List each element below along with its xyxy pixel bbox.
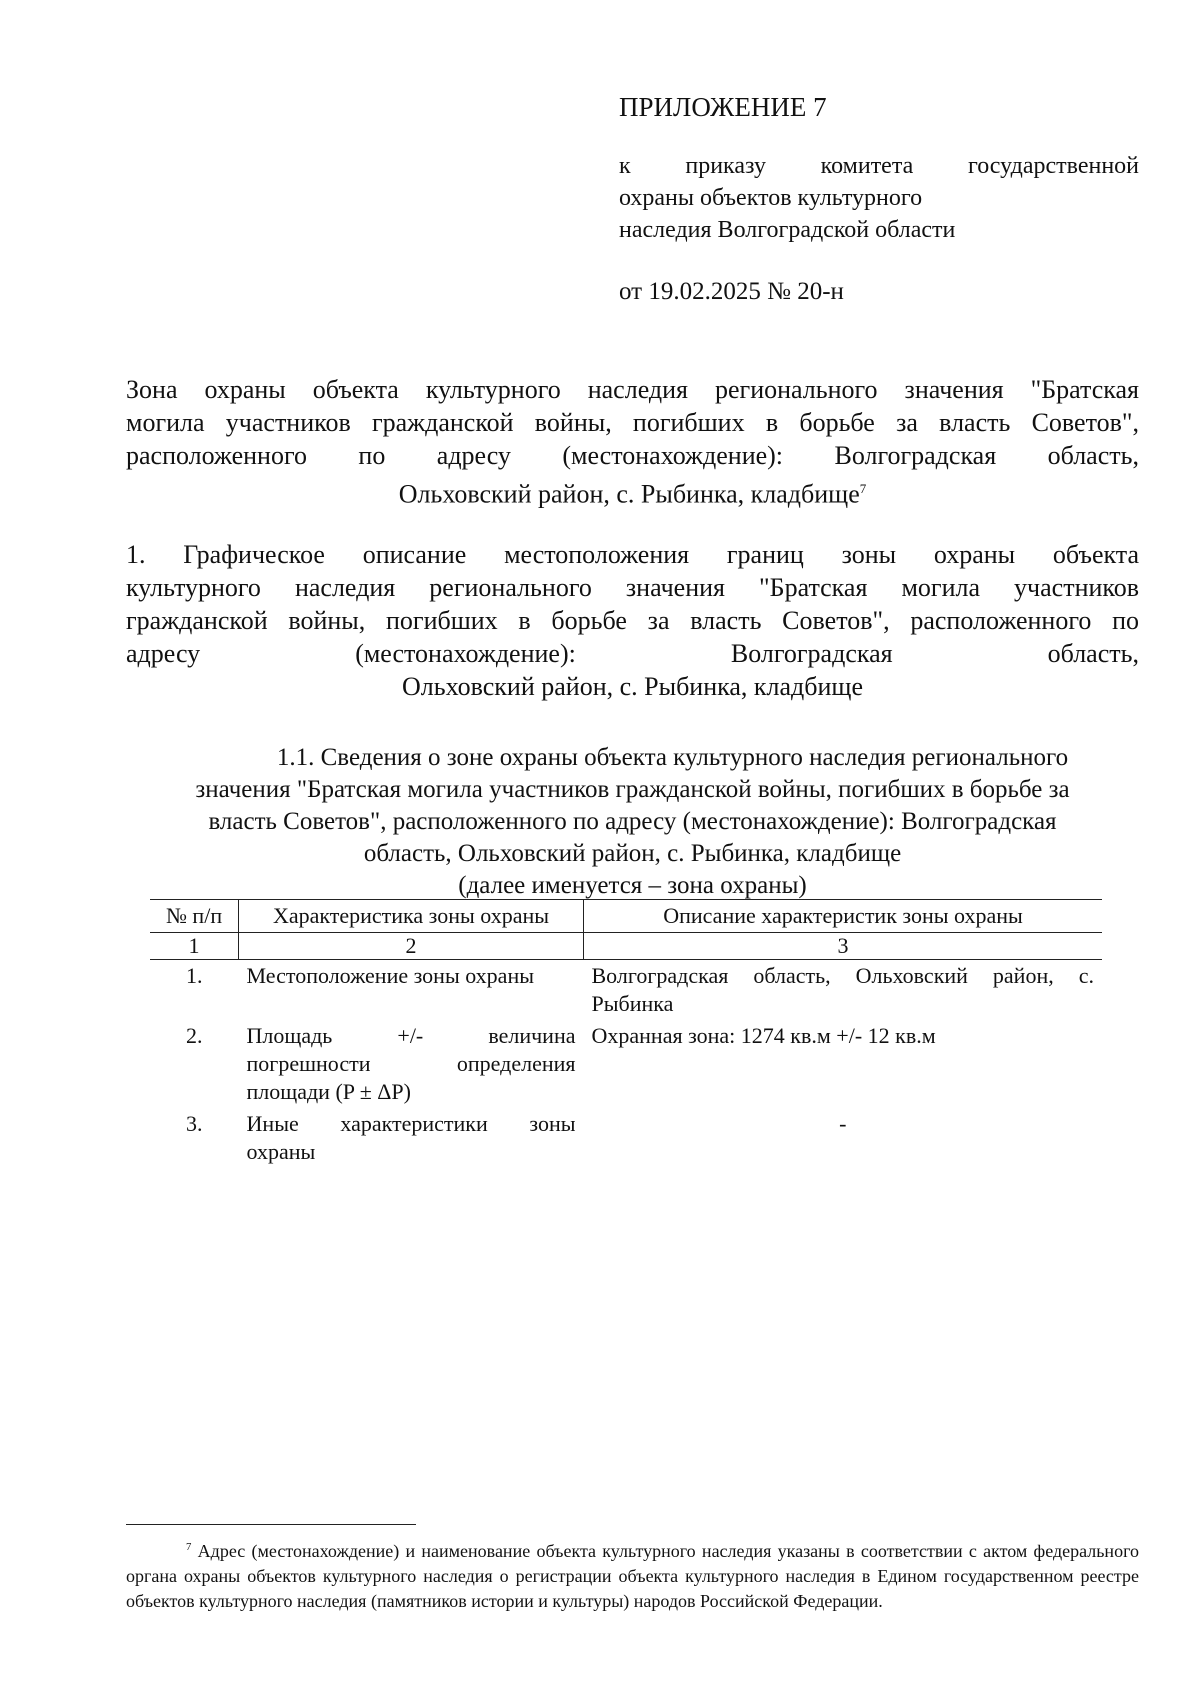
annex-reference-line1: к приказу комитета государственной xyxy=(619,153,1139,179)
row-description: - xyxy=(839,1111,847,1136)
annex-reference-line2: охраны объектов культурного xyxy=(619,185,923,211)
document-heading: Зона охраны объекта культурного наследия регионального значения "Братская могила участников гражданской войны, погибших в борьбе за власть Советов", расположенного по адресу (местонахождение): Волгоградская область, Ольховский район, с. Рыбинка, кладбище$^7$ xyxy=(126,375,1139,509)
subsection-1-1-title: 1.1. Сведения о зоне охраны объекта культурного наследия регионального значения "Братская могила участников гражданской войны, погибших в борьбе за власть Советов", расположенного по адресу (местонахождение): Волгоградская область, Ольховский район, с. Рыбинка, кладбище (далее именуется – зона охраны) xyxy=(195,744,1070,899)
row-number: 1. xyxy=(186,963,203,988)
header-description: Описание характеристик зоны охраны xyxy=(584,900,1103,933)
row-description: Охранная зона: 1274 кв.м +/- 12 кв.м xyxy=(591,1023,936,1048)
footnote-marker: 7 xyxy=(186,1541,192,1553)
row-characteristic: Иные характеристики зоны охраны xyxy=(246,1111,576,1164)
column-number-row: 1 2 3 xyxy=(150,933,1102,960)
row-characteristic: Площадь +/- величина погрешности определения площади (P ± ΔP) xyxy=(246,1023,576,1104)
footnote-reference[interactable]: 7 xyxy=(859,481,867,496)
row-characteristic: Местоположение зоны охраны xyxy=(246,963,534,988)
footnote xyxy=(126,1535,1139,1614)
table-row xyxy=(150,1108,1102,1168)
row-number: 2. xyxy=(186,1023,203,1048)
annex-title: ПРИЛОЖЕНИЕ 7 xyxy=(619,92,827,122)
footnote-divider xyxy=(126,1524,416,1525)
annex-reference-line3: наследия Волгоградской области xyxy=(619,217,956,243)
section-1-title: 1. Графическое описание местоположения границ зоны охраны объекта культурного наследия регионального значения "Братская могила участников гражданской войны, погибших в борьбе за власть Советов", расположенного по адресу (местонахождение): Волгоградская область, Ольховский район, с. Рыбинка, кладбище xyxy=(126,540,1139,701)
annex-reference xyxy=(619,150,1139,246)
table-row xyxy=(150,960,1102,1021)
table-row xyxy=(150,1020,1102,1108)
row-description: Волгоградская область, Ольховский район, с. Рыбинка xyxy=(591,963,1094,1016)
table-header-row xyxy=(150,900,1102,933)
row-number: 3. xyxy=(186,1111,203,1136)
header-number: № п/п xyxy=(150,900,239,933)
order-date: от 19.02.2025 № 20-н xyxy=(619,278,844,305)
zone-characteristics-table xyxy=(150,899,1102,1168)
header-characteristic: Характеристика зоны охраны xyxy=(239,900,584,933)
footnote-text: Адрес (местонахождение) и наименование объекта культурного наследия указаны в соответствии с актом федерального органа охраны объектов культурного наследия о регистрации объекта культурного наследия в Едином государственном реестре объектов культурного наследия (памятников истории и культуры) народов Российской Федерации. xyxy=(126,1541,1140,1611)
